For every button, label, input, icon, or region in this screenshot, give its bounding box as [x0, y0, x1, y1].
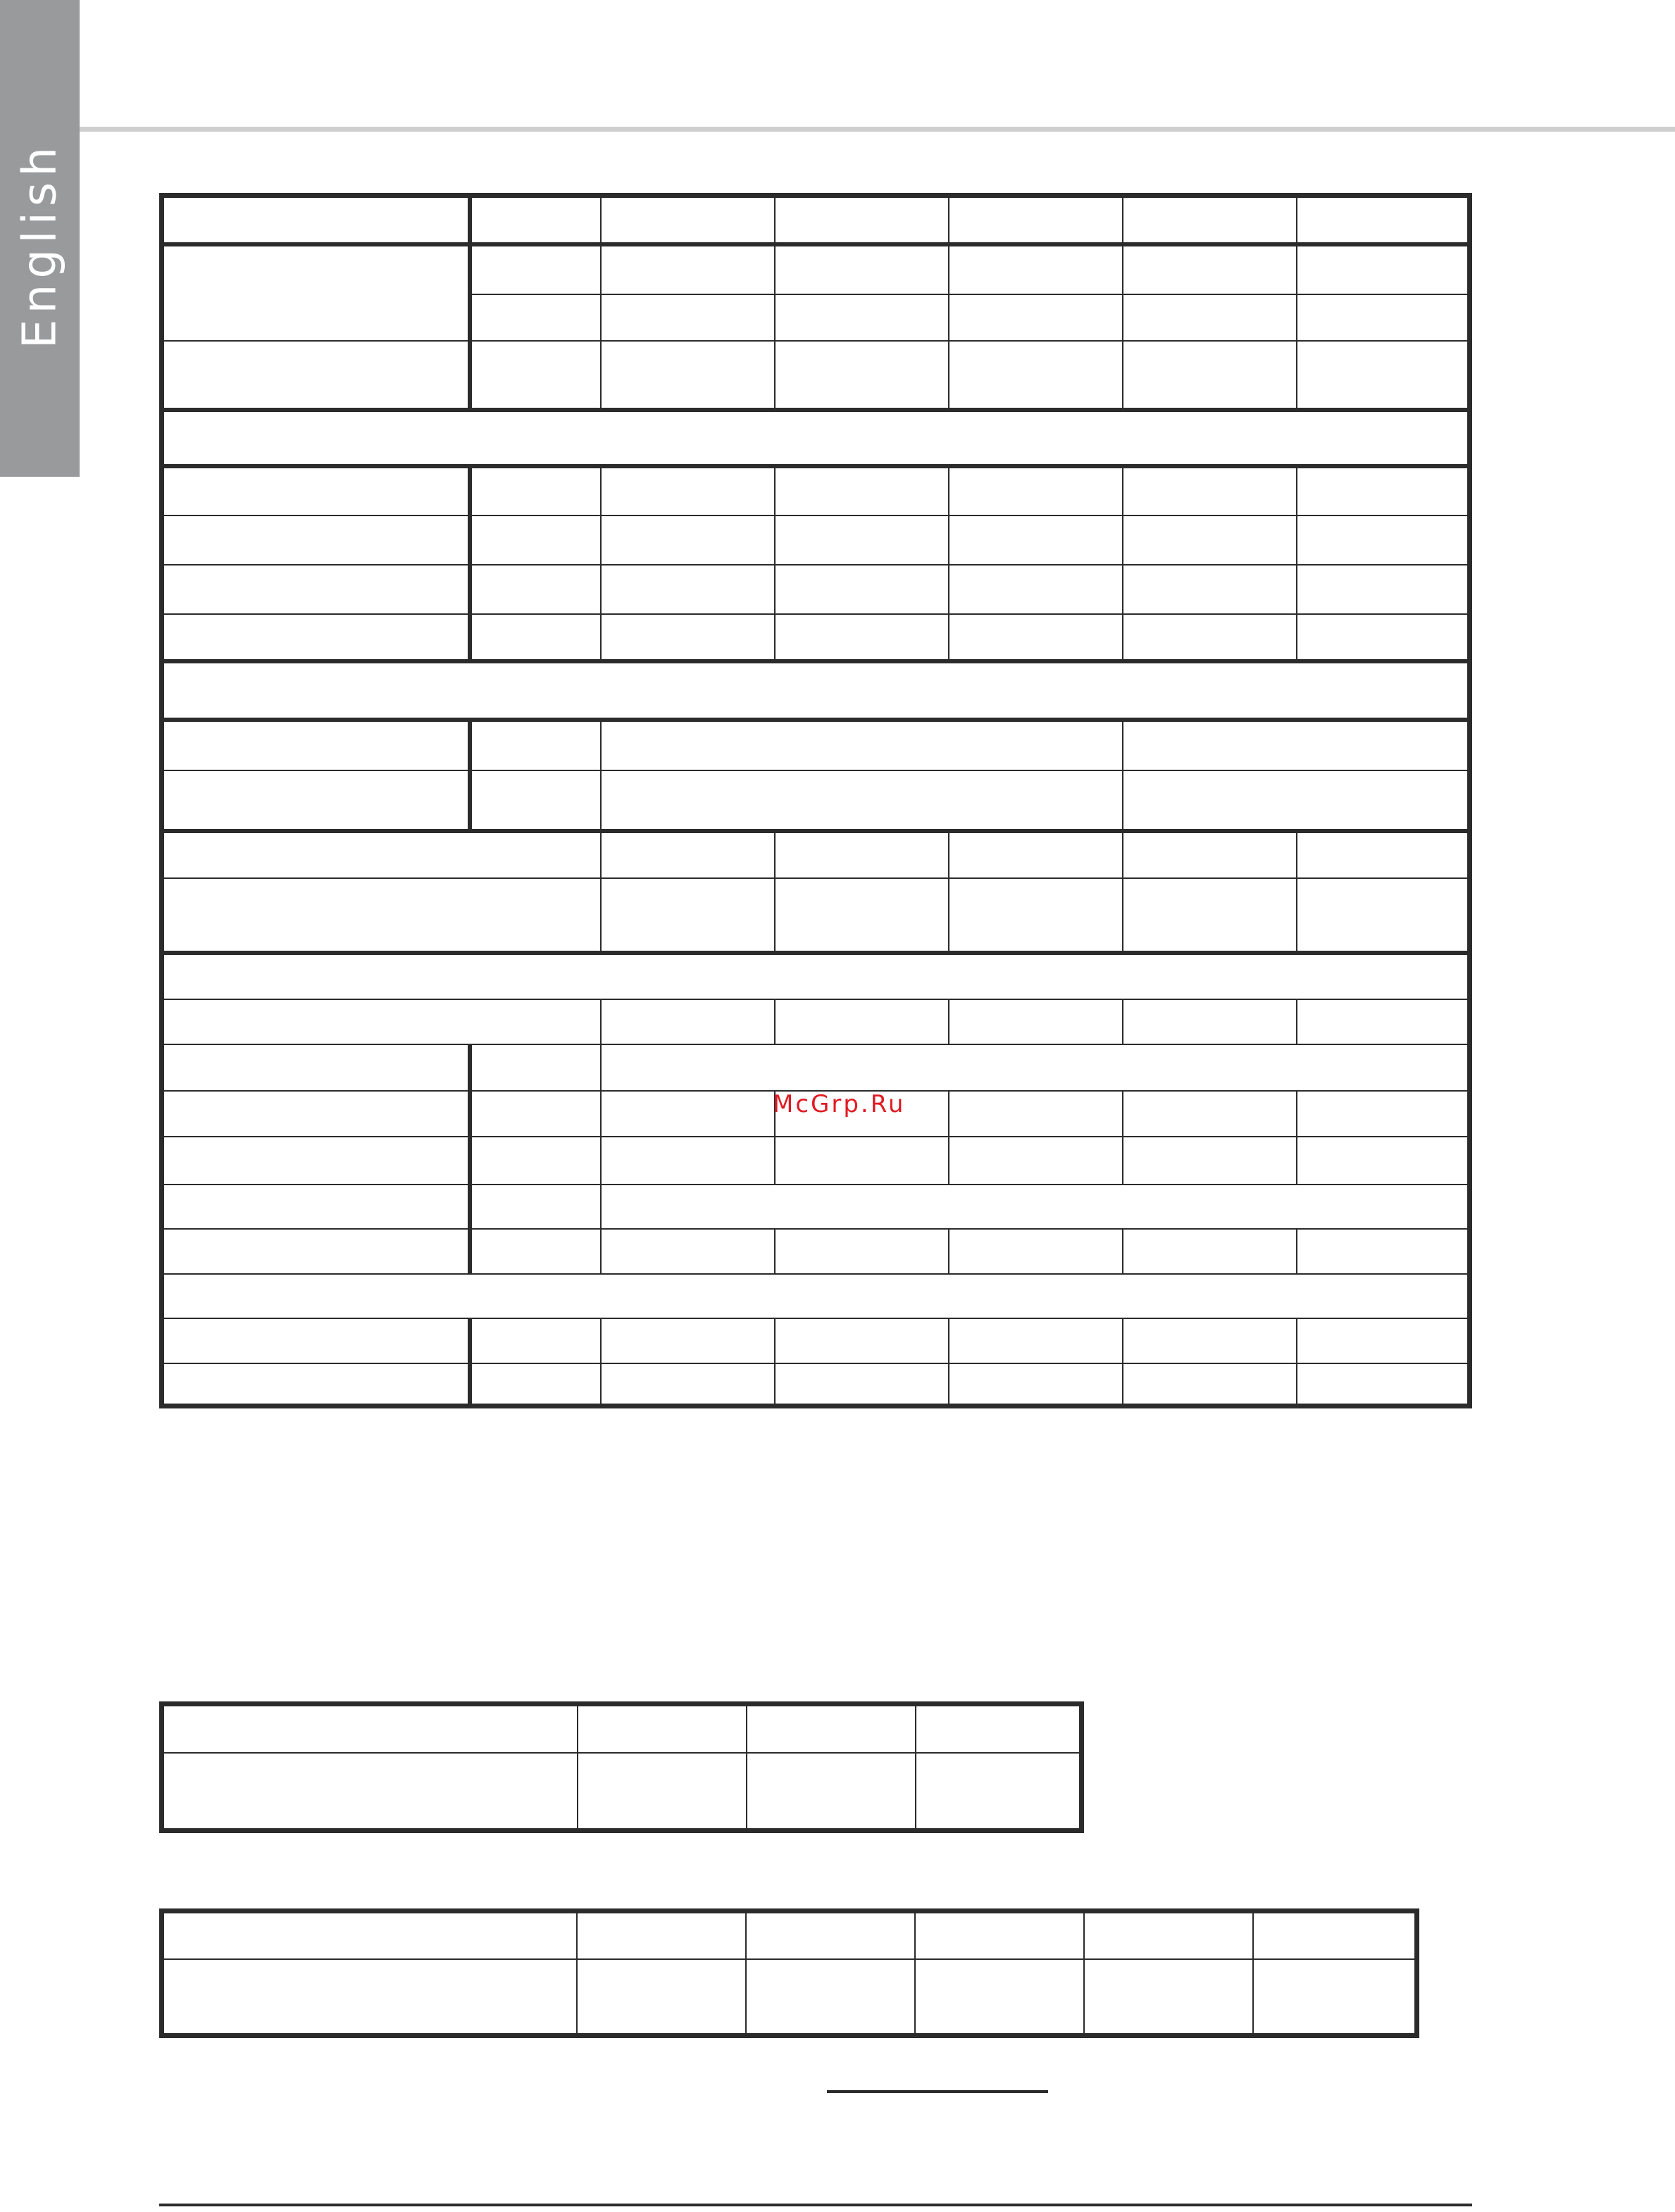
table-cell — [472, 771, 602, 833]
table-cell — [1297, 246, 1467, 295]
table-cell — [1297, 468, 1467, 516]
section-header-cell — [164, 412, 1467, 468]
table-cell — [472, 198, 602, 246]
table-cell — [949, 1364, 1123, 1406]
table-cell — [164, 1960, 578, 2033]
table-cell — [1123, 1230, 1297, 1275]
table-cell — [602, 566, 776, 615]
table-cell — [1297, 1230, 1467, 1275]
table-cell — [1123, 342, 1297, 412]
table-cell — [949, 615, 1123, 663]
table-cell — [472, 1045, 602, 1092]
table-cell — [776, 246, 949, 295]
table-cell — [1297, 1319, 1467, 1364]
table-cell — [602, 771, 1123, 833]
section-header-cell — [164, 663, 1467, 722]
section-header-cell — [164, 1275, 1467, 1319]
table-cell — [1297, 566, 1467, 615]
table-cell — [602, 879, 776, 955]
table-cell — [472, 468, 602, 516]
table-cell — [1123, 1364, 1297, 1406]
table-cell — [776, 198, 949, 246]
table-cell — [602, 1364, 776, 1406]
table-cell — [164, 1000, 602, 1045]
table-cell — [949, 879, 1123, 955]
table-cell — [164, 722, 472, 771]
table-cell — [602, 1319, 776, 1364]
table-cell — [578, 1754, 747, 1828]
table-cell — [1297, 1092, 1467, 1137]
table-cell — [472, 1185, 602, 1230]
table-cell — [776, 1230, 949, 1275]
table-cell — [602, 615, 776, 663]
table-cell — [602, 833, 776, 879]
table-cell — [776, 1319, 949, 1364]
table-cell — [1297, 516, 1467, 566]
table-cell — [776, 1000, 949, 1045]
table-cell — [776, 833, 949, 879]
table-cell — [1297, 833, 1467, 879]
table-cell — [164, 615, 472, 663]
table-cell — [1123, 615, 1297, 663]
table-cell — [164, 516, 472, 566]
table-cell — [578, 1960, 747, 2033]
table-cell — [472, 342, 602, 412]
table-cell — [164, 1364, 472, 1406]
table-cell — [1123, 833, 1297, 879]
table-cell — [602, 1185, 1467, 1230]
section-header-cell — [164, 955, 1467, 1000]
table-cell — [1123, 295, 1297, 342]
wide-table — [159, 1908, 1419, 2038]
table-cell — [776, 1137, 949, 1185]
table-cell — [164, 1754, 578, 1828]
watermark-text: McGrp.Ru — [773, 1090, 906, 1118]
table-cell — [1085, 1913, 1254, 1960]
table-cell — [776, 342, 949, 412]
table-cell — [164, 879, 602, 955]
table-cell — [164, 771, 472, 833]
table-cell — [949, 1137, 1123, 1185]
table-cell — [1123, 1092, 1297, 1137]
header-rule — [80, 127, 1675, 132]
table-cell — [602, 1137, 776, 1185]
table-cell — [164, 566, 472, 615]
table-cell — [776, 879, 949, 955]
table-cell — [1123, 468, 1297, 516]
table-cell — [949, 833, 1123, 879]
table-cell — [472, 1092, 602, 1137]
table-cell — [776, 1364, 949, 1406]
table-cell — [949, 566, 1123, 615]
table-cell — [164, 833, 602, 879]
table-cell — [1123, 1319, 1297, 1364]
table-cell — [164, 1319, 472, 1364]
table-cell — [602, 342, 776, 412]
table-cell — [1297, 1137, 1467, 1185]
table-cell — [578, 1913, 747, 1960]
table-cell — [747, 1913, 916, 1960]
table-cell — [472, 566, 602, 615]
table-cell — [602, 1230, 776, 1275]
table-cell — [1297, 295, 1467, 342]
table-cell — [164, 1230, 472, 1275]
table-cell — [776, 566, 949, 615]
table-cell — [472, 1319, 602, 1364]
table-cell — [776, 615, 949, 663]
table-cell — [949, 198, 1123, 246]
table-cell — [949, 1092, 1123, 1137]
table-cell — [602, 1045, 1467, 1092]
table-cell — [602, 198, 776, 246]
table-cell — [949, 468, 1123, 516]
table-cell — [1254, 1913, 1414, 1960]
table-cell — [602, 516, 776, 566]
table-cell — [472, 246, 602, 295]
table-cell — [949, 342, 1123, 412]
footer-rule — [159, 2204, 1472, 2206]
table-cell — [1123, 771, 1467, 833]
table-cell — [602, 468, 776, 516]
table-cell — [747, 1960, 916, 2033]
table-cell — [602, 722, 1123, 771]
language-side-tab — [0, 0, 80, 477]
table-cell — [472, 516, 602, 566]
table-cell — [164, 1137, 472, 1185]
table-cell — [949, 1319, 1123, 1364]
table-cell — [602, 1000, 776, 1045]
table-cell — [472, 615, 602, 663]
table-cell — [916, 1913, 1085, 1960]
table-cell — [1123, 246, 1297, 295]
table-cell — [776, 468, 949, 516]
table-cell — [1123, 879, 1297, 955]
table-cell — [472, 1364, 602, 1406]
table-cell — [1297, 342, 1467, 412]
table-cell — [747, 1754, 916, 1828]
table-cell — [1297, 198, 1467, 246]
table-cell — [472, 1230, 602, 1275]
table-cell — [578, 1706, 747, 1754]
table-cell — [1123, 516, 1297, 566]
table-cell — [1123, 198, 1297, 246]
table-cell — [164, 1185, 472, 1230]
table-cell — [1297, 1000, 1467, 1045]
table-cell — [949, 516, 1123, 566]
specification-table — [159, 193, 1472, 1408]
table-cell — [472, 722, 602, 771]
table-cell — [1123, 722, 1467, 771]
table-cell — [916, 1960, 1085, 2033]
table-cell — [1123, 566, 1297, 615]
table-cell — [164, 342, 472, 412]
table-cell — [602, 1092, 776, 1137]
table-cell — [164, 1092, 472, 1137]
table-cell — [602, 246, 776, 295]
small-table — [159, 1701, 1084, 1833]
table-cell — [949, 1000, 1123, 1045]
page-number-line — [827, 2090, 1048, 2093]
table-cell — [164, 468, 472, 516]
table-cell — [949, 1230, 1123, 1275]
table-cell — [1297, 1364, 1467, 1406]
table-cell — [164, 1913, 578, 1960]
table-cell — [1123, 1137, 1297, 1185]
table-cell — [949, 246, 1123, 295]
table-cell — [949, 295, 1123, 342]
table-cell — [164, 1706, 578, 1754]
table-cell — [916, 1706, 1079, 1754]
table-cell — [776, 295, 949, 342]
table-cell — [1085, 1960, 1254, 2033]
table-cell — [776, 516, 949, 566]
table-cell — [602, 295, 776, 342]
table-cell — [1254, 1960, 1414, 2033]
table-cell — [747, 1706, 916, 1754]
table-cell — [164, 1045, 472, 1092]
table-cell — [472, 1137, 602, 1185]
table-cell — [164, 246, 472, 342]
table-cell — [916, 1754, 1079, 1828]
table-cell — [472, 295, 602, 342]
table-cell — [1297, 615, 1467, 663]
language-label: English — [12, 141, 67, 349]
table-cell — [1297, 879, 1467, 955]
table-cell — [164, 198, 472, 246]
table-cell — [1123, 1000, 1297, 1045]
